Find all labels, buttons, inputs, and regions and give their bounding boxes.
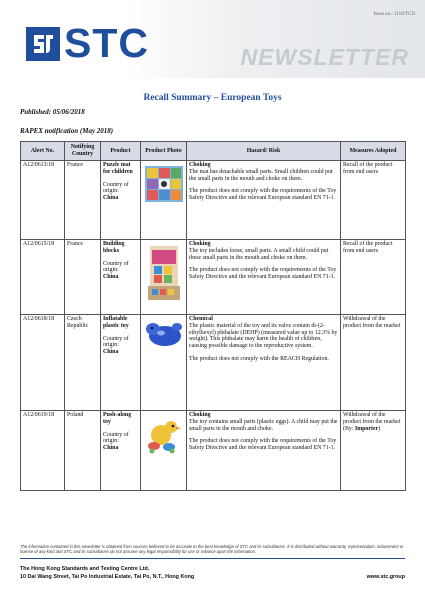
hazard-description: The plastic material of the toy and its valve contain di-(2-ethylhexyl) phthalate (DEHP) (measured value up to 12.3% by weight). This phthalate may harm the health of children, causing possible damage to the reproductive system. <box>189 322 338 350</box>
table-row <box>21 315 406 411</box>
alert-number: A12/0618/18 <box>21 315 65 411</box>
notifying-country: France <box>65 240 101 315</box>
hazard-description: The toy contains small parts (plastic eggs). A child may put the small parts in the mouth and choke. <box>189 418 338 432</box>
product-photo-cell <box>141 315 187 411</box>
product-name: Push-along toy <box>103 412 132 425</box>
notifying-country: Poland <box>65 411 101 491</box>
product-photo-cell <box>141 161 187 240</box>
origin-label: Country of origin: <box>103 335 129 349</box>
measures-importer: Importer <box>354 425 379 432</box>
notification-label: RAPEX notification (May 2018) <box>20 127 114 135</box>
footer-company: The Hong Kong Standards and Testing Centre Ltd. <box>20 566 150 572</box>
newsletter-header <box>0 0 425 78</box>
hazard-cell <box>187 240 341 315</box>
product-cell <box>101 411 141 491</box>
measures-adopted: Withdrawal of the product from the market <box>343 412 401 425</box>
push-along-toy-photo-icon <box>144 415 184 455</box>
inflatable-toy-photo-icon <box>143 319 185 349</box>
notifying-country: France <box>65 161 101 240</box>
header-hazard-risk: Hazard/ Risk <box>187 142 341 161</box>
issue-number: Issue no.: 1118/TCD <box>373 12 415 17</box>
header-product-photo: Product Photo <box>141 142 187 161</box>
hazard-cell <box>187 315 341 411</box>
origin-country: China <box>103 195 119 202</box>
origin-label: Country of origin: <box>103 431 129 445</box>
measures-adopted-cell <box>341 411 406 491</box>
notifying-country: Czech Republic <box>65 315 101 411</box>
page-title: Recall Summary – European Toys <box>143 93 282 103</box>
table-row <box>21 240 406 315</box>
hazard-type: Choking <box>189 412 211 418</box>
footer-address: 10 Dai Wang Street, Tai Po Industrial Estate, Tai Po, N.T., Hong Kong <box>20 574 195 580</box>
hazard-cell <box>187 161 341 240</box>
hazard-description: The mat has detachable small parts. Small children could put the small parts in the mouth and choke on them. <box>189 168 333 182</box>
product-name: Puzzle mat for children <box>103 162 133 175</box>
product-cell <box>101 240 141 315</box>
table-row <box>21 161 406 240</box>
disclaimer-text: The information contained in this newsletter is obtained from sources believed to be accurate to the best knowledge of STC and its subsidiaries. It is distributed without warranty, representation, inducement or license of any kind and STC and its subsidiaries do not assume any legal responsibility for use or reliance upon the information. <box>20 544 404 554</box>
hazard-type: Chemical <box>189 316 213 322</box>
published-date: Published: 05/06/2018 <box>20 108 85 116</box>
alert-number: A12/0619/18 <box>21 411 65 491</box>
footer-website-link[interactable]: www.stc.group <box>366 574 405 580</box>
origin-label: Country of origin: <box>103 260 129 274</box>
product-name: Inflatable plastic toy <box>103 316 129 329</box>
measures-adopted: Withdrawal of the product from the market <box>341 315 406 411</box>
hazard-type: Choking <box>189 241 211 247</box>
table-header-row <box>21 142 406 161</box>
stc-logo-text: STC <box>64 20 149 66</box>
product-photo-cell <box>141 240 187 315</box>
measures-close: ) <box>378 425 381 432</box>
hazard-compliance: The product does not comply with the requirements of the Toy Safety Directive and the relevant European standard EN 71-1. <box>189 438 337 452</box>
newsletter-wordmark: NEWSLETTER <box>240 44 409 70</box>
product-cell <box>101 315 141 411</box>
header-product: Product <box>101 142 141 161</box>
measures-adopted: Recall of the product from end users <box>341 161 406 240</box>
origin-country: China <box>103 274 119 281</box>
hazard-compliance: The product does not comply with the REACH Regulation. <box>189 355 329 362</box>
product-cell <box>101 161 141 240</box>
header-measures-adopted: Measures Adopted <box>341 142 406 161</box>
hazard-description: The toy includes loose, small parts. A small child could put these small parts in the mouth and choke on them. <box>189 247 329 261</box>
hazard-type: Choking <box>189 162 211 168</box>
origin-label: Country of origin: <box>103 181 129 195</box>
footer-divider <box>20 558 405 559</box>
product-name: Building blocks <box>103 241 125 254</box>
measures-by-label: (By: <box>343 425 355 432</box>
alert-number: A12/0615/18 <box>21 240 65 315</box>
recall-table <box>20 141 406 491</box>
product-photo-cell <box>141 411 187 491</box>
alert-number: A12/0613/18 <box>21 161 65 240</box>
hazard-compliance: The product does not comply with the requirements of the Toy Safety Directive and the relevant European standard EN 71-1. <box>189 188 337 202</box>
header-notifying-country: Notifying Country <box>65 142 101 161</box>
header-alert-no: Alert No. <box>21 142 65 161</box>
building-blocks-photo-icon <box>146 244 182 302</box>
origin-country: China <box>103 445 119 452</box>
origin-country: China <box>103 349 119 356</box>
measures-adopted: Recall of the product from end users <box>341 240 406 315</box>
table-row <box>21 411 406 491</box>
hazard-cell <box>187 411 341 491</box>
puzzle-mat-photo-icon <box>144 165 184 203</box>
hazard-compliance: The product does not comply with the requirements of the Toy Safety Directive and the relevant European standard EN 71-1. <box>189 267 337 281</box>
stc-logo-icon <box>26 27 60 61</box>
